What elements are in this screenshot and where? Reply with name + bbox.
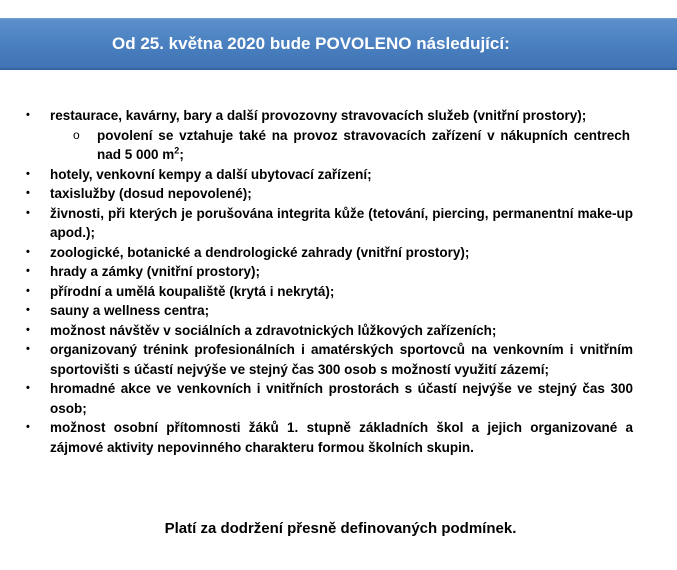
footer-text: Platí za dodržení přesně definovaných podmínek. xyxy=(164,520,517,537)
bullet-icon: • xyxy=(26,304,30,316)
list-item-text: možnost osobní přítomnosti žáků 1. stupně základních škol a jejich organizované a zájmové aktivity nepovinného charakteru formou školních skupin. xyxy=(50,420,633,455)
bullet-icon: • xyxy=(26,284,30,297)
bullet-icon: • xyxy=(26,265,30,277)
list-item-text: sauny a wellness centra; xyxy=(50,303,210,318)
list-item-text: hrady a zámky (vnitřní prostory); xyxy=(50,264,261,279)
list-item xyxy=(0,165,633,185)
list-item-text: zoologické, botanické a dendrologické zahrady (vnitřní prostory); xyxy=(50,244,470,260)
bullet-icon: • xyxy=(26,382,30,394)
bullet-icon: • xyxy=(26,245,30,258)
list-item-text: organizovaný trénink profesionálních i amatérských sportovců na venkovním i vnitřním sportovišti s účastí nejvýše ve stejný čas 300 osob s možností využití zázemí; xyxy=(50,342,633,377)
sub-list-item-text: povolení se vztahuje také na provoz stravovacích zařízení v nákupních centrech nad 5 000 m xyxy=(97,127,630,162)
list-item-text: taxislužby (dosud nepovolené); xyxy=(50,186,252,201)
superscript: 2 xyxy=(174,145,180,156)
list-item xyxy=(0,184,633,204)
list-item-text: živnosti, při kterých je porušována integrita kůže (tetování, piercing, permanentní make-up apod.); xyxy=(50,205,633,240)
list-item-text: restaurace, kavárny, bary a další provozovny stravovacích služeb (vnitřní prostory); xyxy=(50,108,587,123)
bullet-icon: • xyxy=(26,343,30,355)
bullet-icon: • xyxy=(26,109,30,121)
bullet-icon: • xyxy=(26,421,30,433)
page-title: Od 25. května 2020 bude POVOLENO následující: xyxy=(112,33,510,53)
list-item xyxy=(0,204,633,243)
bullet-icon: • xyxy=(26,206,30,219)
list-item xyxy=(0,418,633,457)
list-item-text: hromadné akce ve venkovních i vnitřních prostorách s účastí nejvýše ve stejný čas 300 osob; xyxy=(50,381,633,416)
list-item xyxy=(0,340,633,379)
list-item-text: přírodní a umělá koupaliště (krytá i nekrytá); xyxy=(50,283,335,299)
list-item xyxy=(0,262,633,282)
footer-note xyxy=(0,520,677,537)
list-item xyxy=(0,321,633,341)
bullet-icon: • xyxy=(26,323,30,336)
list-item xyxy=(0,282,633,302)
list-item xyxy=(0,301,633,321)
sub-list-item-suffix: ; xyxy=(179,147,184,162)
header-banner xyxy=(0,18,677,70)
list-item-text: hotely, venkovní kempy a další ubytovací zařízení; xyxy=(50,166,372,182)
hollow-circle-bullet-icon: o xyxy=(73,127,80,142)
list-item xyxy=(0,379,633,418)
bullet-icon: • xyxy=(26,187,30,199)
list-item xyxy=(0,243,633,263)
sub-list-item xyxy=(0,126,630,165)
list-item-text: možnost návštěv v sociálních a zdravotnických lůžkových zařízeních; xyxy=(50,322,497,338)
list-item xyxy=(0,106,633,126)
permitted-list xyxy=(0,106,677,457)
bullet-icon: • xyxy=(26,167,30,180)
